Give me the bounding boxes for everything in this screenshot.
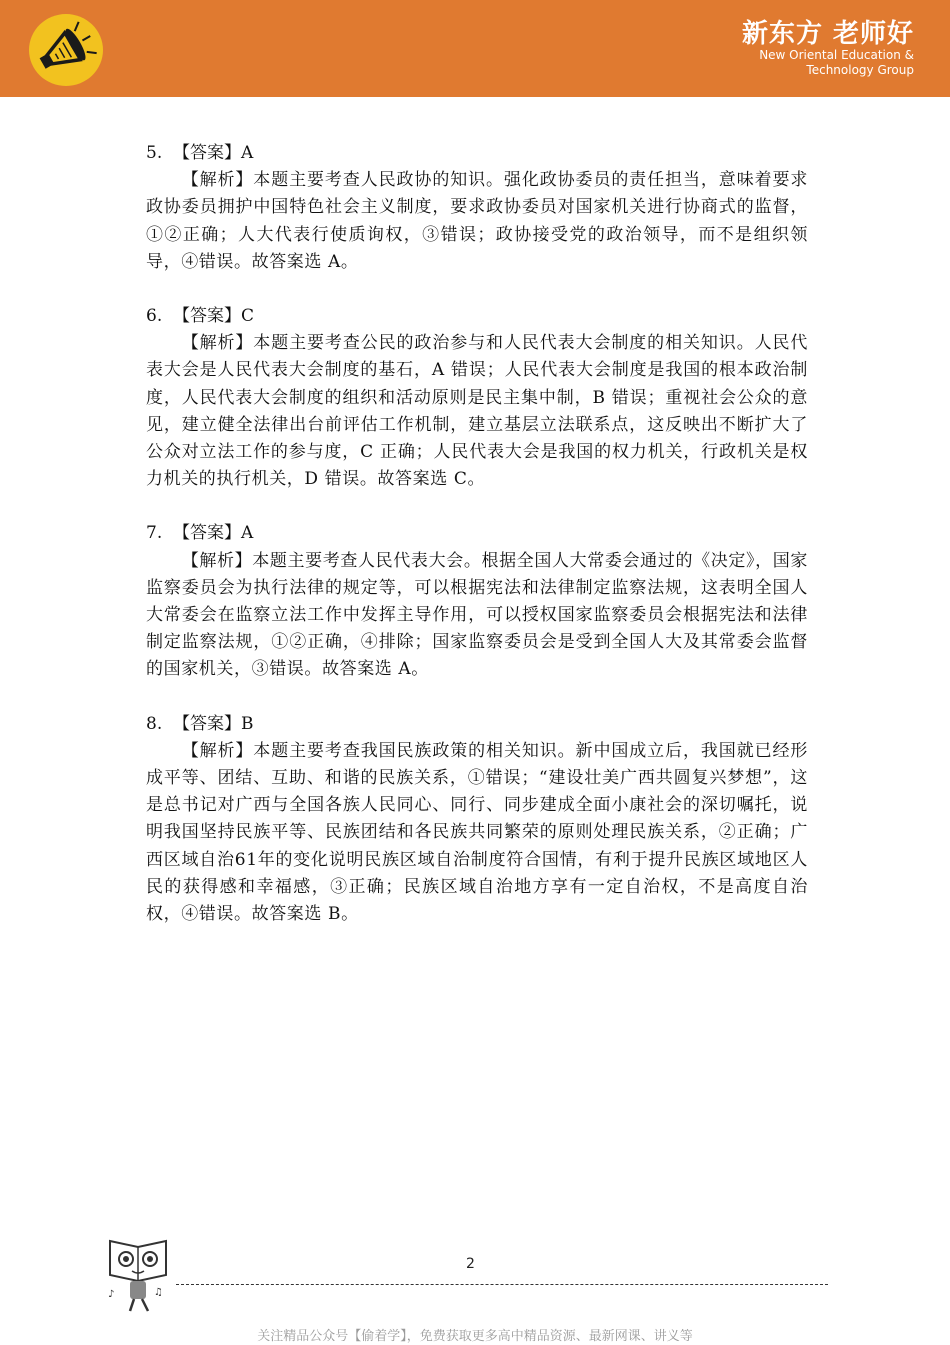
explanation-text: 【解析】本题主要考查公民的政治参与和人民代表大会制度的相关知识。人民代表大会是人民代表大会制度的基石，A 错误；人民代表大会制度是我国的根本政治制度，人民代表大会制度的组织和活动原则是民主集中制，B 错误；重视社会公众的意见，建立健全法律出台前评估工作机制，建立基层立法联系点，这反映出不断扩大了公众对立法工作的参与度，C 正确；人民代表大会是我国的权力机关，行政机关是权力机关的执行机关，D 错误。故答案选 C。: [146, 333, 808, 490]
svg-text:♪: ♪: [108, 1289, 115, 1300]
question-number: 8.: [146, 713, 163, 734]
question-6: [146, 303, 808, 493]
svg-text:♫: ♫: [154, 1287, 163, 1298]
question-8: [146, 711, 808, 929]
answer-line: [146, 711, 808, 738]
page-header: [0, 0, 950, 97]
question-7: [146, 520, 808, 683]
explanation-text: 【解析】本题主要考查人民政协的知识。强化政协委员的责任担当，意味着要求政协委员拥护中国特色社会主义制度，要求政协委员对国家机关进行协商式的监督，①②正确；人大代表行使质询权，③错误；政协接受党的政治领导，而不是组织领导，④错误。故答案选 A。: [146, 170, 808, 272]
answer-text: 【答案】A: [173, 143, 254, 163]
answer-line: [146, 520, 808, 547]
answer-text: 【答案】C: [173, 306, 255, 327]
answer-text: 【答案】A: [173, 523, 254, 544]
question-number: 6.: [146, 306, 163, 327]
answer-content: [146, 140, 808, 955]
page-number: 2: [466, 1256, 475, 1272]
answer-text: 【答案】B: [173, 713, 254, 734]
book-mascot-icon: [104, 1237, 172, 1319]
footer-divider: [176, 1284, 828, 1285]
explanation-text: 【解析】本题主要考查我国民族政策的相关知识。新中国成立后，我国就已经形成平等、团结、互助、和谐的民族关系，①错误；“建设壮美广西共圆复兴梦想”，这是总书记对广西与全国各族人民同心、同行、同步建成全面小康社会的深切嘱托，说明我国坚持民族平等、民族团结和各民族共同繁荣的原则处理民族关系，②正确；广西区域自治61年的变化说明民族区域自治制度符合国情，有利于提升民族区域地区人民的获得感和幸福感，③正确；民族区域自治地方享有一定自治权，不是高度自治权，④错误。故答案选 B。: [146, 740, 808, 925]
footer-note: 关注精品公众号【偷着学】，免费获取更多高中精品资源、最新网课、讲义等: [257, 1329, 693, 1344]
answer-line: [146, 140, 808, 167]
brand-en-line1: New Oriental Education &: [759, 48, 914, 62]
brand-name-cn: 新东方 老师好: [741, 19, 914, 49]
explanation-text: 【解析】本题主要考查人民代表大会。根据全国人大常委会通过的《决定》，国家监察委员会为执行法律的规定等，可以根据宪法和法律制定监察法规，这表明全国人大常委会在监察立法工作中发挥主导作用，可以授权国家监察委员会根据宪法和法律制定监察法规，①②正确，④排除；国家监察委员会是受到全国人大及其常委会监督的国家机关，③错误。故答案选 A。: [146, 550, 808, 680]
brand-name-en: [759, 48, 914, 78]
question-number: 7.: [146, 523, 163, 544]
question-5: [146, 140, 808, 276]
answer-line: [146, 303, 808, 330]
megaphone-icon: [29, 14, 103, 86]
brand-en-line2: Technology Group: [806, 63, 914, 77]
question-number: 5.: [146, 143, 163, 163]
